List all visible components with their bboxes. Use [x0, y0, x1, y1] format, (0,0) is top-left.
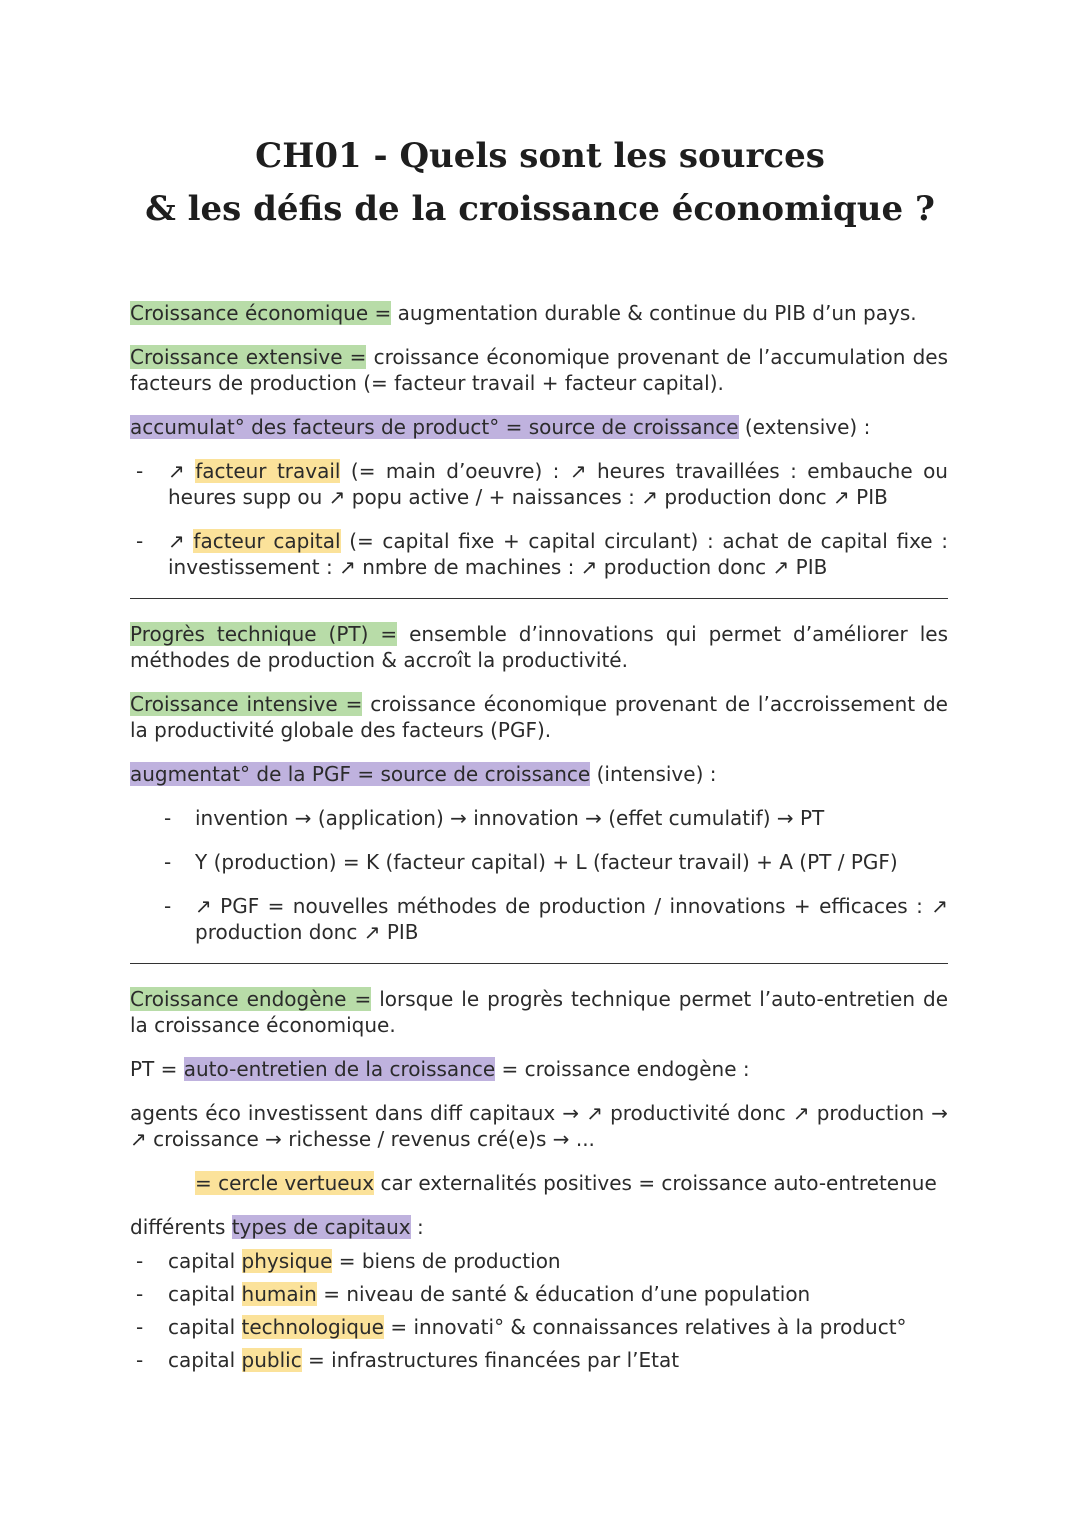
cercle-highlight: = cercle vertueux	[195, 1171, 375, 1195]
list-item	[130, 1314, 948, 1340]
bullet-dash: -	[136, 1315, 144, 1339]
capital-type-highlight: technologique	[241, 1315, 384, 1339]
list-item	[130, 1347, 948, 1373]
source-suffix: (extensive) :	[738, 415, 871, 439]
page-title	[0, 130, 1080, 236]
source-suffix: (intensive) :	[590, 762, 717, 786]
item-text: Y (production) = K (facteur capital) + L (facteur travail) + A (PT / PGF)	[195, 850, 898, 874]
bullet-dash: -	[164, 806, 172, 830]
term-highlight: Croissance économique =	[130, 301, 392, 325]
term-highlight: Croissance intensive =	[130, 692, 363, 716]
term-highlight: Croissance endogène =	[130, 987, 372, 1011]
definition-croissance-endogene	[130, 986, 948, 1038]
list-item	[130, 458, 948, 510]
arrow-up-icon: ↗	[168, 529, 194, 553]
item-prefix: capital	[168, 1282, 242, 1306]
source-extensive	[130, 414, 948, 440]
cercle-vertueux	[130, 1170, 948, 1196]
capitaux-list	[130, 1248, 948, 1373]
capital-type-highlight: physique	[241, 1249, 333, 1273]
types-highlight: types de capitaux	[231, 1215, 411, 1239]
types-capitaux-heading	[130, 1214, 948, 1240]
bullet-dash: -	[136, 459, 144, 483]
definition-text: augmentation durable & continue du PIB d’un pays.	[391, 301, 917, 325]
bullet-dash: -	[136, 529, 144, 553]
source-highlight: augmentat° de la PGF = source de croissance	[130, 762, 591, 786]
agents-chain	[130, 1100, 948, 1152]
capital-type-highlight: humain	[241, 1282, 317, 1306]
item-text: ↗ PGF = nouvelles méthodes de production / innovations + efficaces : ↗ production donc ↗ PIB	[195, 894, 948, 944]
item-text: = innovati° & connaissances relatives à la product°	[383, 1315, 907, 1339]
section-divider	[130, 598, 948, 599]
bullet-dash: -	[164, 894, 172, 918]
bullet-dash: -	[136, 1249, 144, 1273]
bullet-dash: -	[136, 1348, 144, 1372]
pt-prefix: PT =	[130, 1057, 184, 1081]
definition-croissance-extensive	[130, 344, 948, 396]
item-prefix: capital	[168, 1249, 242, 1273]
term-highlight: Progrès technique (PT) =	[130, 622, 398, 646]
title-line-1: CH01 - Quels sont les sources	[255, 136, 825, 176]
list-item	[130, 805, 948, 831]
source-highlight: accumulat° des facteurs de product° = source de croissance	[130, 415, 739, 439]
source-highlight: auto-entretien de la croissance	[183, 1057, 496, 1081]
item-text: = infrastructures financées par l’Etat	[301, 1348, 680, 1372]
pt-suffix: = croissance endogène :	[495, 1057, 750, 1081]
pt-auto-entretien	[130, 1056, 948, 1082]
types-prefix: différents	[130, 1215, 232, 1239]
definition-text: lorsque le progrès technique permet l’auto-entretien de la croissance économique.	[130, 987, 949, 1037]
arrow-up-icon: ↗	[168, 459, 196, 483]
item-text: = biens de production	[332, 1249, 561, 1273]
list-item	[130, 528, 948, 580]
definition-progres-technique	[130, 621, 948, 673]
capital-type-highlight: public	[241, 1348, 302, 1372]
source-intensive	[130, 761, 948, 787]
item-prefix: capital	[168, 1348, 242, 1372]
item-text: = niveau de santé & éducation d’une population	[316, 1282, 811, 1306]
definition-text: croissance économique provenant de l’accumulation des facteurs de production (= facteur travail + facteur capital).	[130, 345, 948, 395]
list-item	[130, 849, 948, 875]
list-item	[130, 893, 948, 945]
definition-croissance-intensive	[130, 691, 948, 743]
notes-content	[130, 300, 948, 1373]
bullet-dash: -	[164, 850, 172, 874]
definition-text: ensemble d’innovations qui permet d’améliorer les méthodes de production & accroît la productivité.	[130, 622, 948, 672]
title-line-2: & les défis de la croissance économique ?	[145, 189, 935, 229]
definition-croissance-economique	[130, 300, 948, 326]
item-text: invention → (application) → innovation → (effet cumulatif) → PT	[195, 806, 825, 830]
chain-text: agents éco investissent dans diff capitaux → ↗ productivité donc ↗ production → ↗ croissance → richesse / revenus cré(e)s → ...	[130, 1101, 948, 1151]
section-divider	[130, 963, 948, 964]
term-highlight: Croissance extensive =	[130, 345, 367, 369]
list-item	[130, 1281, 948, 1307]
item-prefix: capital	[168, 1315, 242, 1339]
definition-text: croissance économique provenant de l’accroissement de la productivité globale des facteurs (PGF).	[130, 692, 948, 742]
bullet-dash: -	[136, 1282, 144, 1306]
list-item	[130, 1248, 948, 1274]
item-text: (= main d’oeuvre) : ↗ heures travaillées : embauche ou heures supp ou ↗ popu active / + naissances : ↗ production donc ↗ PIB	[168, 459, 948, 509]
term-highlight: facteur capital	[193, 529, 341, 553]
cercle-text: car externalités positives = croissance auto-entretenue	[374, 1171, 937, 1195]
types-suffix: :	[410, 1215, 424, 1239]
item-text: (= capital fixe + capital circulant) : achat de capital fixe : investissement : ↗ nmbre de machines : ↗ production donc ↗ PIB	[168, 529, 948, 579]
term-highlight: facteur travail	[195, 459, 341, 483]
